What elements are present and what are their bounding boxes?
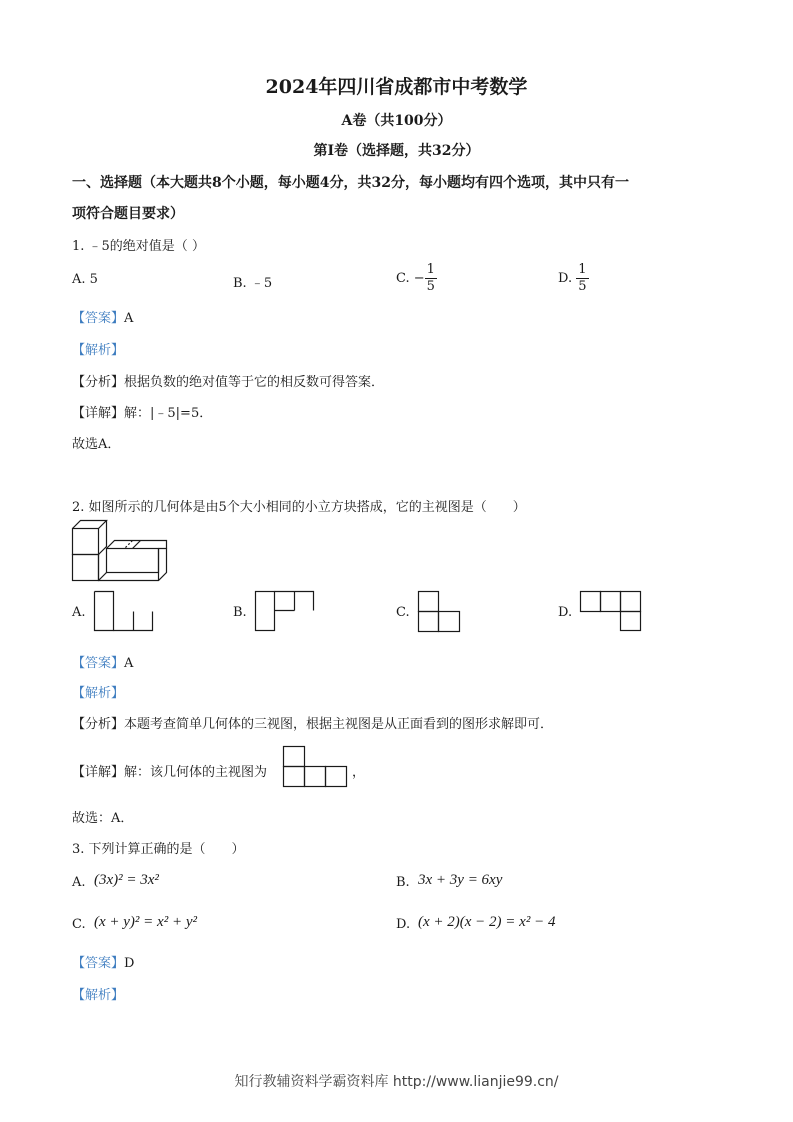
q3-option-c-label: C. <box>72 917 86 932</box>
xiangjie-text: 解：|﹣5|=5． <box>124 406 213 421</box>
q2-option-c-label: C. <box>396 605 410 620</box>
q2-analysis-tag: 【解析】 <box>72 686 125 701</box>
q2-xiangjie <box>72 761 267 780</box>
q2-conclusion: 故选：A． <box>72 811 134 826</box>
paper-subtitle-b: 第I卷（选择题，共32分） <box>313 143 480 159</box>
fenxi-tag: 【分析】 <box>72 717 125 732</box>
answer-tag: 【答案】 <box>72 311 125 326</box>
q1-analysis-tag: 【解析】 <box>72 343 125 358</box>
answer-value: A <box>124 656 134 671</box>
page-title: 2024年四川省成都市中考数学 <box>265 76 528 98</box>
q2-answer-view-figure <box>283 746 351 790</box>
q3-option-b-label: B. <box>396 875 410 890</box>
q2-option-b-figure <box>255 591 317 633</box>
q1-fenxi <box>72 371 384 390</box>
section-heading-line1: 一、选择题（本大题共8个小题，每小题4分，共32分，每小题均有四个选项，其中只有一 <box>72 175 629 191</box>
answer-tag: 【答案】 <box>72 656 125 671</box>
q1-option-d <box>558 262 589 295</box>
q1-option-d-fraction <box>576 262 588 295</box>
fenxi-tag: 【分析】 <box>72 375 125 390</box>
answer-value: D <box>124 956 135 971</box>
q1-conclusion: 故选A． <box>72 437 121 452</box>
q2-option-a-label: A. <box>72 605 86 620</box>
q3-option-d-label: D. <box>396 917 411 932</box>
q3-stem: 3. 下列计算正确的是（ ） <box>72 842 245 857</box>
footer-watermark: 知行教辅资料学霸资料库 http://www.lianjie99.cn/ <box>234 1074 559 1090</box>
answer-tag: 【答案】 <box>72 956 125 971</box>
fraction-denominator: 5 <box>426 279 435 294</box>
q1-answer <box>72 307 133 326</box>
q3-option-d-expr: (x + 2)(x − 2) = x² − 4 <box>418 914 556 930</box>
q1-option-c <box>396 262 437 295</box>
xiangjie-tag: 【详解】 <box>72 406 125 421</box>
q2-option-a-figure <box>94 591 156 633</box>
q1-option-b: B. ﹣5 <box>233 276 273 291</box>
q1-option-c-sign: − <box>413 271 425 286</box>
q2-option-b-label: B. <box>233 605 247 620</box>
xiangjie-text: 解：该几何体的主视图为 <box>124 765 268 780</box>
q2-stem: 2. 如图所示的几何体是由5个大小相同的小立方块搭成，它的主视图是（ ） <box>72 500 526 515</box>
q1-stem: 1. ﹣5的绝对值是（ ） <box>72 239 205 254</box>
fenxi-text: 根据负数的绝对值等于它的相反数可得答案． <box>124 375 385 390</box>
q1-option-c-fraction <box>425 262 437 295</box>
q2-fenxi <box>72 713 553 732</box>
q3-option-c-expr: (x + y)² = x² + y² <box>94 914 197 930</box>
fraction-numerator: 1 <box>426 262 435 277</box>
q2-answer <box>72 652 133 671</box>
answer-value: A <box>124 311 134 326</box>
q2-xiangjie-end: ， <box>352 765 366 780</box>
q3-option-b-expr: 3x + 3y = 6xy <box>418 872 503 888</box>
q3-option-a-label: A. <box>72 875 86 890</box>
q2-option-c-figure <box>418 591 464 633</box>
q1-option-a: A. 5 <box>72 272 98 287</box>
section-heading-line2: 项符合题目要求） <box>72 206 184 222</box>
q1-option-d-label: D. <box>558 271 573 286</box>
q1-option-c-label: C. <box>396 271 410 286</box>
q3-option-a-expr: (3x)² = 3x² <box>94 872 159 888</box>
paper-subtitle-a: A卷（共100分） <box>341 113 452 129</box>
q2-option-d-label: D. <box>558 605 573 620</box>
q2-solid-figure <box>72 520 167 582</box>
q3-analysis-tag: 【解析】 <box>72 988 125 1003</box>
fenxi-text: 本题考查简单几何体的三视图，根据主视图是从正面看到的图形求解即可． <box>124 717 554 732</box>
q2-option-d-figure <box>580 591 646 633</box>
fraction-denominator: 5 <box>578 279 587 294</box>
fraction-numerator: 1 <box>578 262 587 277</box>
q3-answer <box>72 952 134 971</box>
q1-xiangjie <box>72 402 212 421</box>
xiangjie-tag: 【详解】 <box>72 765 125 780</box>
